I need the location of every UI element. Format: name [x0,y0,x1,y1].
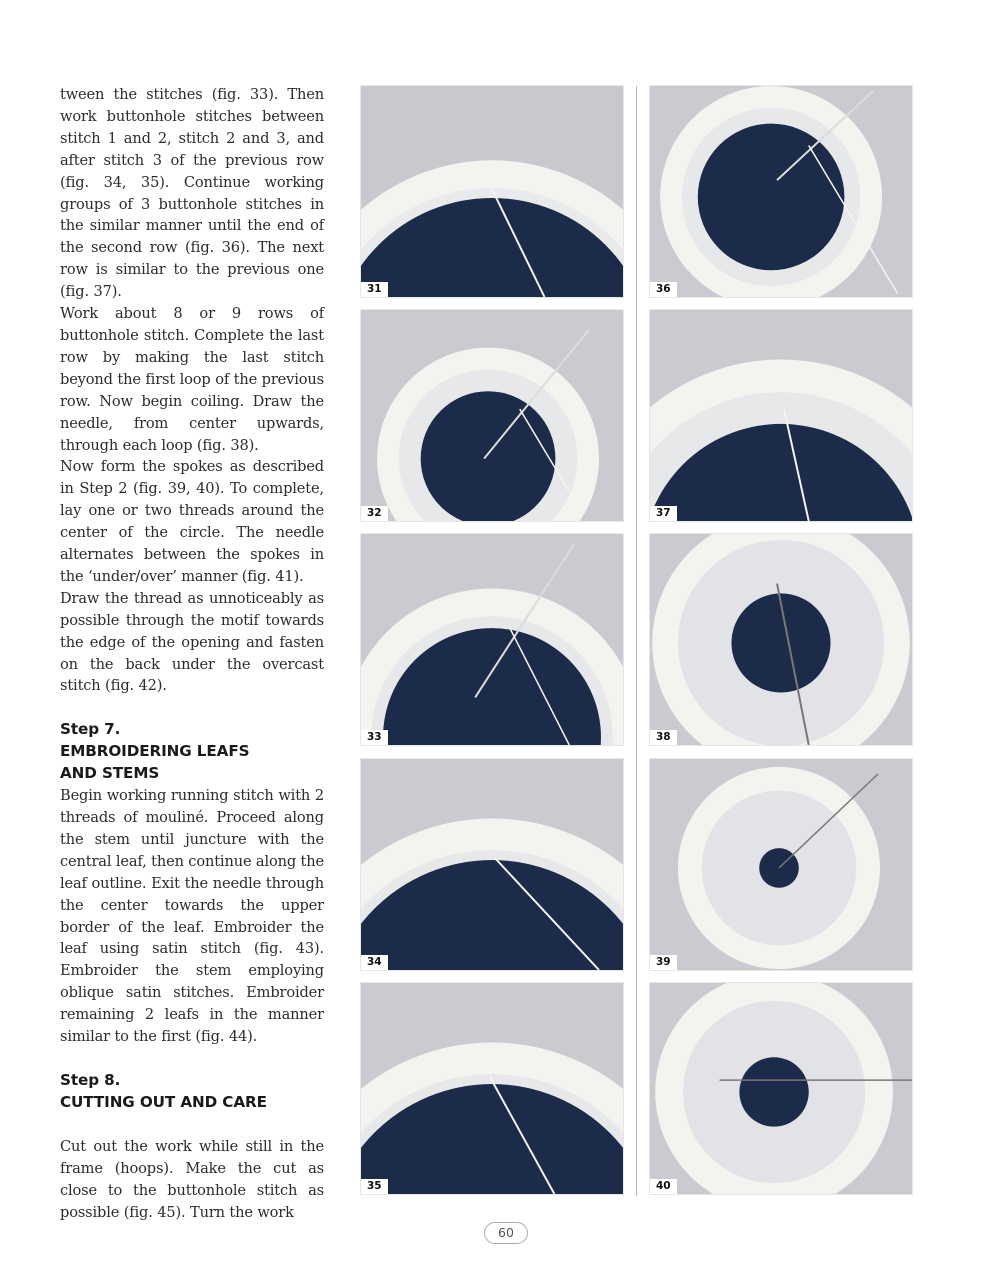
figure-number-40: 40 [650,1179,677,1194]
embroidery-photo-32 [361,310,623,521]
figure-number-36: 36 [650,282,677,297]
step7-text: Begin working running stitch with 2 threads of mouliné. Proceed along the stem until juncture with the central leaf, then continue along the leaf outline. Exit the needle through the center towards the upper border of the leaf. Embroider the leaf using satin stitch (fig. 43). Embroider the stem employing oblique satin stitches. Embroider remaining 2 leafs in the manner similar to the first (fig. 44). [60,787,325,1046]
text-column [60,84,324,1223]
embroidery-photo-39 [650,759,912,970]
embroidery-photo-38 [650,534,912,745]
step7-title-line1: EMBROIDERING LEAFS [60,742,250,761]
photo-fig-37 [649,309,913,522]
figure-number-31: 31 [361,282,388,297]
step8-text: Cut out the work while still in the frame (hoops). Make the cut as close to the buttonhole stitch as possible (fig. 45). Turn the work [60,1137,324,1221]
photo-fig-33 [360,533,624,746]
embroidery-photo-31 [361,86,623,297]
photo-fig-31 [360,85,624,298]
embroidery-photo-40 [650,983,912,1194]
photo-fig-38 [649,533,913,746]
embroidery-photo-37 [650,310,912,521]
photo-fig-36 [649,85,913,298]
figure-number-39: 39 [650,955,677,970]
step7-title-line2: AND STEMS [60,764,160,783]
embroidery-photo-35 [361,983,623,1194]
figure-number-32: 32 [361,506,388,521]
figure-number-37: 37 [650,506,677,521]
photo-fig-34 [360,758,624,971]
figure-number-34: 34 [361,955,388,970]
photo-fig-39 [649,758,913,971]
page-number: 60 [484,1222,528,1244]
embroidery-photo-34 [361,759,623,970]
column-divider [636,86,637,1196]
embroidery-photo-36 [650,86,912,297]
body-paragraph-3: Now form the spokes as described in Step 2 (fig. 39, 40). To complete, lay one or two threads around the center of the circle. The needle alternates between the spokes in the ‘under/over’ manner (fig. 41). [60,458,324,585]
figure-number-33: 33 [361,730,388,745]
embroidery-photo-33 [361,534,623,745]
step8-label: Step 8. [60,1070,121,1089]
body-paragraph-1: tween the stitches (fig. 33). Then work buttonhole stitches between stitch 1 and 2, stitch 2 and 3, and after stitch 3 of the previous row (fig. 34, 35). Continue working groups of 3 buttonhole stitches in the similar manner until the end of the second row (fig. 36). The next row is similar to the previous one (fig. 37). [60,86,324,301]
figure-number-35: 35 [361,1179,388,1194]
photo-fig-32 [360,309,624,522]
step8-title: CUTTING OUT AND CARE [60,1092,267,1111]
photo-fig-40 [649,982,913,1195]
figure-number-38: 38 [650,730,677,745]
body-paragraph-4: Draw the thread as unnoticeably as possible through the motif towards the edge of the opening and fasten on the back under the overcast stitch (fig. 42). [60,589,324,695]
body-paragraph-2: Work about 8 or 9 rows of buttonhole stitch. Complete the last row by making the last stitch beyond the first loop of the previous row. Now begin coiling. Draw the needle, from center upwards, through each loop (fig. 38). [60,305,324,454]
step7-label: Step 7. [60,720,121,739]
photo-fig-35 [360,982,624,1195]
